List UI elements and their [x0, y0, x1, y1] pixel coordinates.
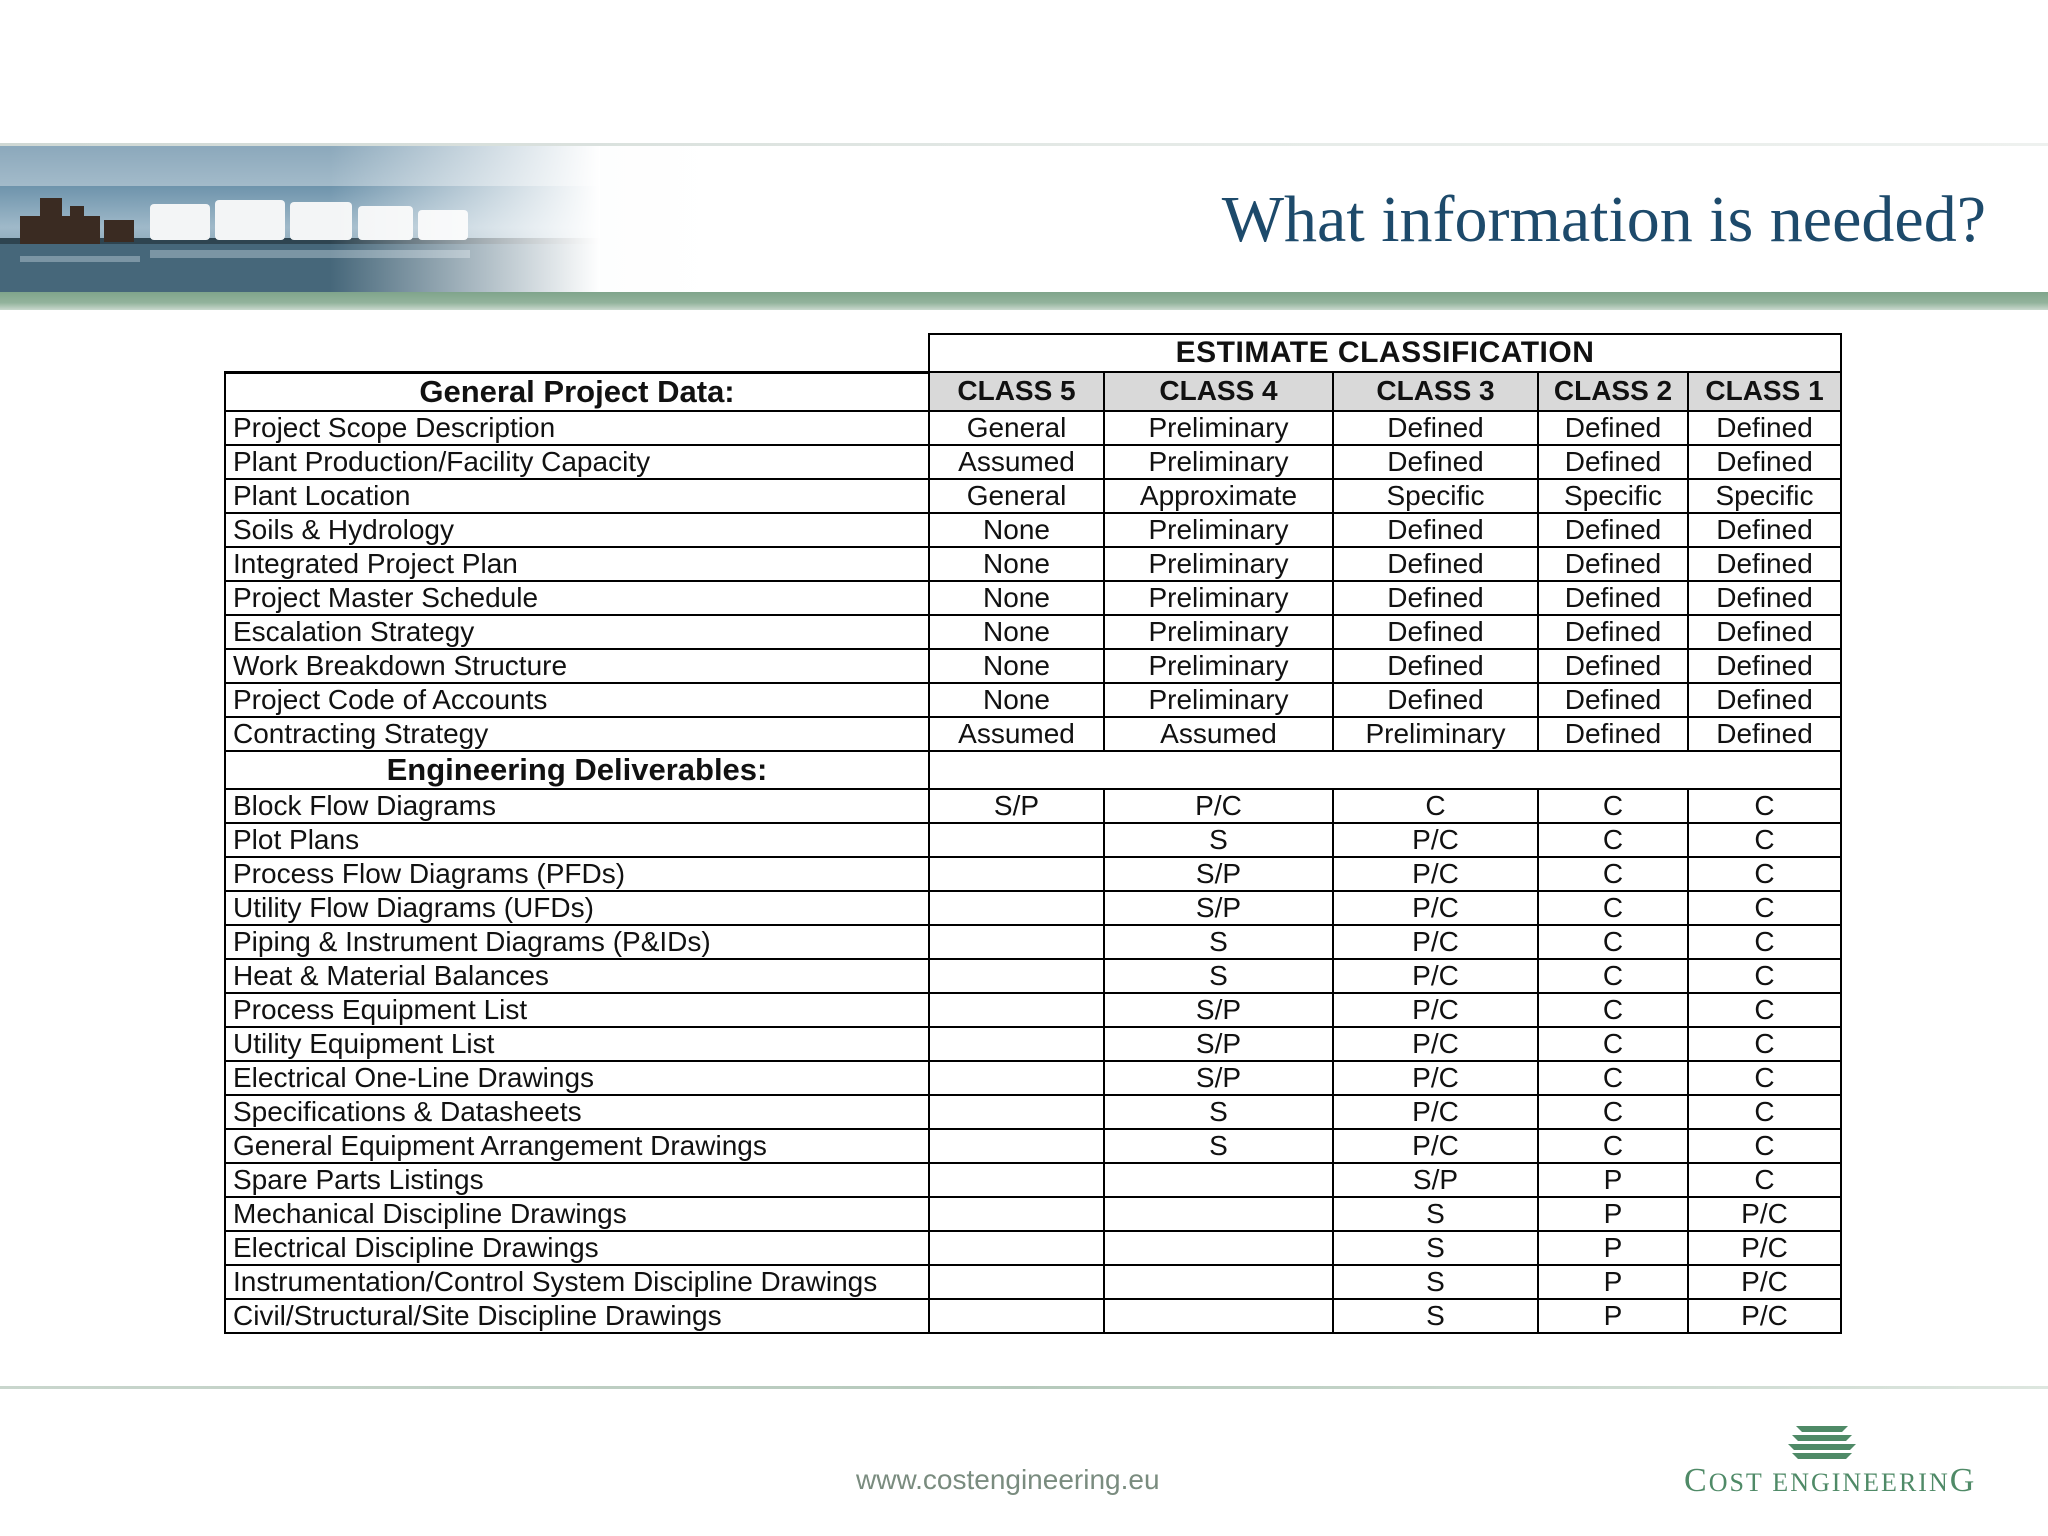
class-4-value — [1104, 1299, 1333, 1333]
engineering-deliverables-item-label: Mechanical Discipline Drawings — [225, 1197, 929, 1231]
class-3-value: P/C — [1333, 1129, 1538, 1163]
engineering-deliverables-item-label: Utility Flow Diagrams (UFDs) — [225, 891, 929, 925]
classification-header-row — [225, 334, 1841, 372]
class-1-value: Defined — [1688, 445, 1841, 479]
class-5-value: General — [929, 479, 1104, 513]
class-5-value: Assumed — [929, 717, 1104, 751]
engineering-deliverables-item-label: Spare Parts Listings — [225, 1163, 929, 1197]
class-4-value: S/P — [1104, 857, 1333, 891]
class-2-value: C — [1538, 857, 1688, 891]
class-3-value: P/C — [1333, 1061, 1538, 1095]
class-3-value: S — [1333, 1231, 1538, 1265]
engineering-deliverables-row — [225, 1197, 1841, 1231]
engineering-deliverables-row — [225, 1027, 1841, 1061]
class-5-value — [929, 1163, 1104, 1197]
general-project-data-item-label: Plant Location — [225, 479, 929, 513]
class-4-value: S — [1104, 1129, 1333, 1163]
class-3-value: Defined — [1333, 445, 1538, 479]
engineering-deliverables-row — [225, 925, 1841, 959]
class-1-value: Specific — [1688, 479, 1841, 513]
general-project-data-row — [225, 683, 1841, 717]
general-project-data-row — [225, 479, 1841, 513]
engineering-deliverables-row — [225, 959, 1841, 993]
class-2-value: C — [1538, 1027, 1688, 1061]
class-2-value: C — [1538, 823, 1688, 857]
engineering-deliverables-item-label: Electrical Discipline Drawings — [225, 1231, 929, 1265]
banner-photo-image — [0, 146, 600, 294]
footer-website-link[interactable]: www.costengineering.eu — [856, 1464, 1160, 1495]
class-1-value: C — [1688, 1061, 1841, 1095]
engineering-deliverables-row — [225, 1231, 1841, 1265]
class-4-value: Preliminary — [1104, 615, 1333, 649]
class-5-value: Assumed — [929, 445, 1104, 479]
class-4-value: S/P — [1104, 993, 1333, 1027]
class-4-value: Assumed — [1104, 717, 1333, 751]
engineering-deliverables-row — [225, 1061, 1841, 1095]
class-5-value: S/P — [929, 789, 1104, 823]
class-2-value: C — [1538, 1095, 1688, 1129]
class-1-value: Defined — [1688, 649, 1841, 683]
engineering-deliverables-item-label: Utility Equipment List — [225, 1027, 929, 1061]
class-4-value: Preliminary — [1104, 513, 1333, 547]
class-3-value: S — [1333, 1299, 1538, 1333]
general-project-data-row — [225, 547, 1841, 581]
engineering-deliverables-blank — [929, 751, 1841, 789]
engineering-deliverables-item-label: Process Flow Diagrams (PFDs) — [225, 857, 929, 891]
class-2-value: Defined — [1538, 683, 1688, 717]
footer-rule — [0, 1386, 2048, 1389]
engineering-deliverables-item-label: General Equipment Arrangement Drawings — [225, 1129, 929, 1163]
class-2-value: P — [1538, 1197, 1688, 1231]
class-1-value: C — [1688, 1163, 1841, 1197]
engineering-deliverables-item-label: Heat & Material Balances — [225, 959, 929, 993]
table-corner — [225, 334, 929, 372]
class-2-value: C — [1538, 1129, 1688, 1163]
engineering-deliverables-row — [225, 891, 1841, 925]
engineering-deliverables-row — [225, 1163, 1841, 1197]
class-5-value: None — [929, 649, 1104, 683]
class-1-value: C — [1688, 1095, 1841, 1129]
class-3-value: Defined — [1333, 649, 1538, 683]
class-4-header: CLASS 4 — [1104, 372, 1333, 411]
class-1-value: C — [1688, 823, 1841, 857]
class-3-value: P/C — [1333, 959, 1538, 993]
class-2-value: Defined — [1538, 615, 1688, 649]
class-5-value: None — [929, 547, 1104, 581]
class-4-value: P/C — [1104, 789, 1333, 823]
class-5-value — [929, 1299, 1104, 1333]
class-4-value — [1104, 1163, 1333, 1197]
class-2-value: P — [1538, 1265, 1688, 1299]
class-2-value: Defined — [1538, 513, 1688, 547]
class-1-value: C — [1688, 789, 1841, 823]
engineering-deliverables-row — [225, 1095, 1841, 1129]
class-3-value: P/C — [1333, 1095, 1538, 1129]
general-project-data-row — [225, 615, 1841, 649]
class-3-value: Defined — [1333, 547, 1538, 581]
slide-title: What information is needed? — [1221, 183, 1986, 256]
class-1-value: Defined — [1688, 717, 1841, 751]
general-project-data-item-label: Project Code of Accounts — [225, 683, 929, 717]
class-3-value: S — [1333, 1265, 1538, 1299]
class-2-header: CLASS 2 — [1538, 372, 1688, 411]
class-3-value: Defined — [1333, 615, 1538, 649]
class-5-value — [929, 993, 1104, 1027]
class-1-value: C — [1688, 857, 1841, 891]
class-4-value — [1104, 1197, 1333, 1231]
general-project-data-row — [225, 411, 1841, 445]
class-2-value: P — [1538, 1163, 1688, 1197]
class-5-value — [929, 1129, 1104, 1163]
class-5-value: None — [929, 615, 1104, 649]
class-4-value: Preliminary — [1104, 445, 1333, 479]
class-4-value: S — [1104, 823, 1333, 857]
class-3-value: Specific — [1333, 479, 1538, 513]
engineering-deliverables-row — [225, 1129, 1841, 1163]
general-project-data-item-label: Project Master Schedule — [225, 581, 929, 615]
class-5-value — [929, 1197, 1104, 1231]
class-2-value: C — [1538, 891, 1688, 925]
class-2-value: Defined — [1538, 649, 1688, 683]
class-4-value — [1104, 1231, 1333, 1265]
class-4-value — [1104, 1265, 1333, 1299]
class-1-value: P/C — [1688, 1299, 1841, 1333]
class-3-value: Defined — [1333, 513, 1538, 547]
class-3-value: S — [1333, 1197, 1538, 1231]
engineering-deliverables-item-label: Specifications & Datasheets — [225, 1095, 929, 1129]
engineering-deliverables-item-label: Process Equipment List — [225, 993, 929, 1027]
class-3-value: Defined — [1333, 683, 1538, 717]
general-project-data-item-label: Escalation Strategy — [225, 615, 929, 649]
class-2-value: C — [1538, 925, 1688, 959]
class-4-value: Preliminary — [1104, 411, 1333, 445]
class-2-value: P — [1538, 1231, 1688, 1265]
class-3-value: C — [1333, 789, 1538, 823]
class-1-value: C — [1688, 993, 1841, 1027]
general-project-data-item-label: Contracting Strategy — [225, 717, 929, 751]
class-3-value: Preliminary — [1333, 717, 1538, 751]
engineering-deliverables-row — [225, 993, 1841, 1027]
general-project-data-row — [225, 581, 1841, 615]
class-2-value: C — [1538, 1061, 1688, 1095]
oil-storage-tanks-photo — [0, 146, 600, 294]
class-1-value: Defined — [1688, 513, 1841, 547]
class-4-value: S/P — [1104, 891, 1333, 925]
class-2-value: Defined — [1538, 581, 1688, 615]
class-1-value: Defined — [1688, 411, 1841, 445]
class-1-value: C — [1688, 959, 1841, 993]
class-4-value: S/P — [1104, 1061, 1333, 1095]
class-2-value: Defined — [1538, 547, 1688, 581]
class-5-value — [929, 925, 1104, 959]
class-1-value: C — [1688, 891, 1841, 925]
class-5-value: None — [929, 513, 1104, 547]
general-project-data-item-label: Soils & Hydrology — [225, 513, 929, 547]
cost-engineering-logo-text: COST ENGINEERING — [1684, 1462, 1977, 1499]
engineering-deliverables-title: Engineering Deliverables: — [225, 751, 929, 789]
class-2-value: C — [1538, 959, 1688, 993]
general-project-data-row — [225, 649, 1841, 683]
general-project-data-row — [225, 513, 1841, 547]
class-2-value: Defined — [1538, 445, 1688, 479]
general-project-data-item-label: Project Scope Description — [225, 411, 929, 445]
engineering-deliverables-item-label: Block Flow Diagrams — [225, 789, 929, 823]
estimate-classification-header: ESTIMATE CLASSIFICATION — [929, 334, 1841, 372]
engineering-deliverables-item-label: Instrumentation/Control System Discipline Drawings — [225, 1265, 929, 1299]
class-4-value: Approximate — [1104, 479, 1333, 513]
class-1-value: Defined — [1688, 683, 1841, 717]
class-4-value: S/P — [1104, 1027, 1333, 1061]
estimate-classification-table — [224, 333, 1842, 1334]
engineering-deliverables-item-label: Piping & Instrument Diagrams (P&IDs) — [225, 925, 929, 959]
general-project-data-item-label: Plant Production/Facility Capacity — [225, 445, 929, 479]
class-1-value: C — [1688, 1027, 1841, 1061]
engineering-deliverables-row — [225, 1265, 1841, 1299]
class-1-value: P/C — [1688, 1265, 1841, 1299]
class-3-header: CLASS 3 — [1333, 372, 1538, 411]
class-1-value: P/C — [1688, 1231, 1841, 1265]
class-3-value: Defined — [1333, 411, 1538, 445]
class-5-value — [929, 1265, 1104, 1299]
class-3-value: P/C — [1333, 993, 1538, 1027]
class-5-header: CLASS 5 — [929, 372, 1104, 411]
class-1-value: Defined — [1688, 547, 1841, 581]
class-5-value — [929, 891, 1104, 925]
class-4-value: S — [1104, 1095, 1333, 1129]
class-2-value: C — [1538, 993, 1688, 1027]
class-4-value: Preliminary — [1104, 581, 1333, 615]
class-3-value: P/C — [1333, 857, 1538, 891]
class-5-value: None — [929, 683, 1104, 717]
class-1-value: C — [1688, 925, 1841, 959]
engineering-deliverables-row — [225, 857, 1841, 891]
class-5-value: None — [929, 581, 1104, 615]
class-3-value: P/C — [1333, 891, 1538, 925]
class-2-value: C — [1538, 789, 1688, 823]
engineering-deliverables-section-row — [225, 751, 1841, 789]
engineering-deliverables-row — [225, 823, 1841, 857]
class-1-header: CLASS 1 — [1688, 372, 1841, 411]
engineering-deliverables-row — [225, 789, 1841, 823]
class-2-value: Defined — [1538, 411, 1688, 445]
class-2-value: Specific — [1538, 479, 1688, 513]
general-project-data-item-label: Integrated Project Plan — [225, 547, 929, 581]
engineering-deliverables-item-label: Electrical One-Line Drawings — [225, 1061, 929, 1095]
class-2-value: P — [1538, 1299, 1688, 1333]
class-1-value: Defined — [1688, 615, 1841, 649]
class-4-value: S — [1104, 959, 1333, 993]
class-4-value: Preliminary — [1104, 547, 1333, 581]
class-5-value: General — [929, 411, 1104, 445]
class-3-value: P/C — [1333, 1027, 1538, 1061]
class-3-value: S/P — [1333, 1163, 1538, 1197]
engineering-deliverables-row — [225, 1299, 1841, 1333]
class-5-value — [929, 959, 1104, 993]
class-1-value: C — [1688, 1129, 1841, 1163]
class-5-value — [929, 857, 1104, 891]
general-project-data-title: General Project Data: — [225, 372, 929, 411]
class-5-value — [929, 1231, 1104, 1265]
class-4-value: Preliminary — [1104, 649, 1333, 683]
engineering-deliverables-item-label: Plot Plans — [225, 823, 929, 857]
class-4-value: Preliminary — [1104, 683, 1333, 717]
class-5-value — [929, 1095, 1104, 1129]
class-2-value: Defined — [1538, 717, 1688, 751]
general-project-data-row — [225, 445, 1841, 479]
class-3-value: Defined — [1333, 581, 1538, 615]
class-5-value — [929, 1027, 1104, 1061]
class-5-value — [929, 823, 1104, 857]
general-project-data-row — [225, 717, 1841, 751]
header-green-bar — [0, 292, 2048, 310]
class-1-value: Defined — [1688, 581, 1841, 615]
class-3-value: P/C — [1333, 925, 1538, 959]
class-3-value: P/C — [1333, 823, 1538, 857]
class-header-row — [225, 372, 1841, 411]
general-project-data-item-label: Work Breakdown Structure — [225, 649, 929, 683]
class-4-value: S — [1104, 925, 1333, 959]
engineering-deliverables-item-label: Civil/Structural/Site Discipline Drawings — [225, 1299, 929, 1333]
class-1-value: P/C — [1688, 1197, 1841, 1231]
class-5-value — [929, 1061, 1104, 1095]
